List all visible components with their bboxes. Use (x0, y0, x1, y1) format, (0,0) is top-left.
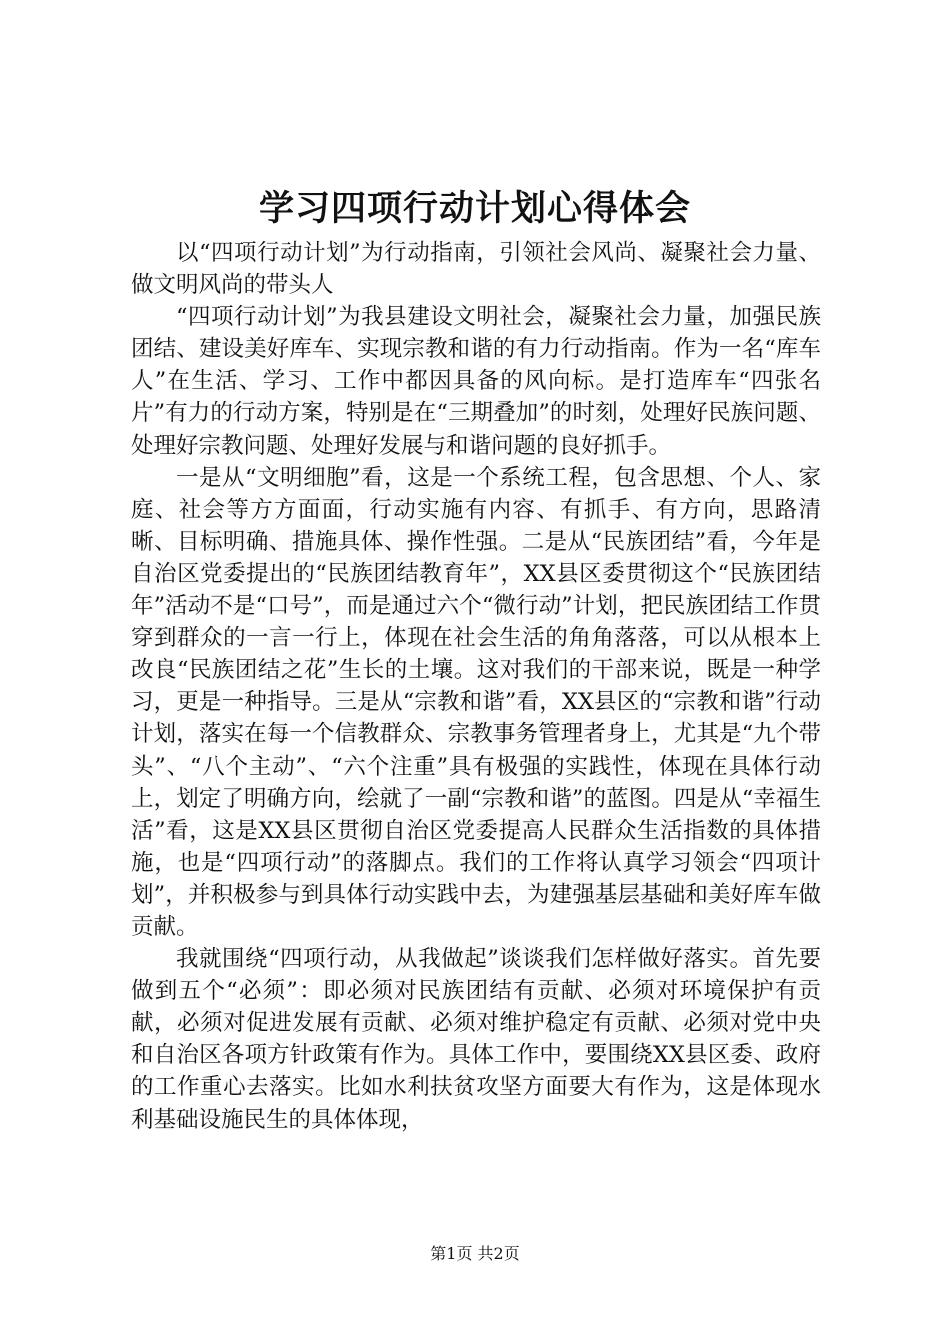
paragraph-implementation: 我就围绕“四项行动，从我做起”谈谈我们怎样做好落实。首先要做到五个“必须”：即必须对民族团结有贡献、必须对环境保护有贡献，必须对促进发展有贡献、必须对维护稳定有贡献、必须对党中央和自治区各项方针政策有作为。具体工作中，要围绕XX县区委、政府的工作重心去落实。比如水利扶贫攻坚方面要大有作为，这是体现水利基础设施民生的具体体现， (131, 946, 821, 1133)
page-footer (0, 1244, 950, 1264)
paragraph-four-aspects: 一是从“文明细胞”看，这是一个系统工程，包含思想、个人、家庭、社会等方方面面，行动实施有内容、有抓手、有方向，思路清晰、目标明确、措施具体、操作性强。二是从“民族团结”看，今年是自治区党委提出的“民族团结教育年”，XX县区委贯彻这个“民族团结年”活动不是“口号”，而是通过六个“微行动”计划，把民族团结工作贯穿到群众的一言一行上，体现在社会生活的角角落落，可以从根本上改良“民族团结之花”生长的土壤。这对我们的干部来说，既是一种学习，更是一种指导。三是从“宗教和谐”看，XX县区的“宗教和谐”行动计划，落实在每一个信教群众、宗教事务管理者身上，尤其是“九个带头”、“八个主动”、“六个注重”具有极强的实践性，体现在具体行动上，划定了明确方向，绘就了一副“宗教和谐”的蓝图。四是从“幸福生活”看，这是XX县区贯彻自治区党委提高人民群众生活指数的具体措施，也是“四项行动”的落脚点。我们的工作将认真学习领会“四项计划”，并积极参与到具体行动实践中去，为建强基层基础和美好库车做贡献。 (131, 464, 821, 940)
document-body (131, 237, 821, 1136)
page-number: 第1页 (430, 1244, 473, 1263)
paragraph-overview: “四项行动计划”为我县建设文明社会，凝聚社会力量，加强民族团结、建设美好库车、实现宗教和谐的有力行动指南。作为一名“库车人”在生活、学习、工作中都因具备的风向标。是打造库车“四张名片”有力的行动方案，特别是在“三期叠加”的时刻，处理好民族问题、处理好宗教问题、处理好发展与和谐问题的良好抓手。 (131, 304, 821, 459)
document-title: 学习四项行动计划心得体会 (258, 189, 691, 229)
page-total: 共2页 (477, 1244, 520, 1263)
paragraph-intro: 以“四项行动计划”为行动指南，引领社会风尚、凝聚社会力量、做文明风尚的带头人 (131, 240, 821, 299)
